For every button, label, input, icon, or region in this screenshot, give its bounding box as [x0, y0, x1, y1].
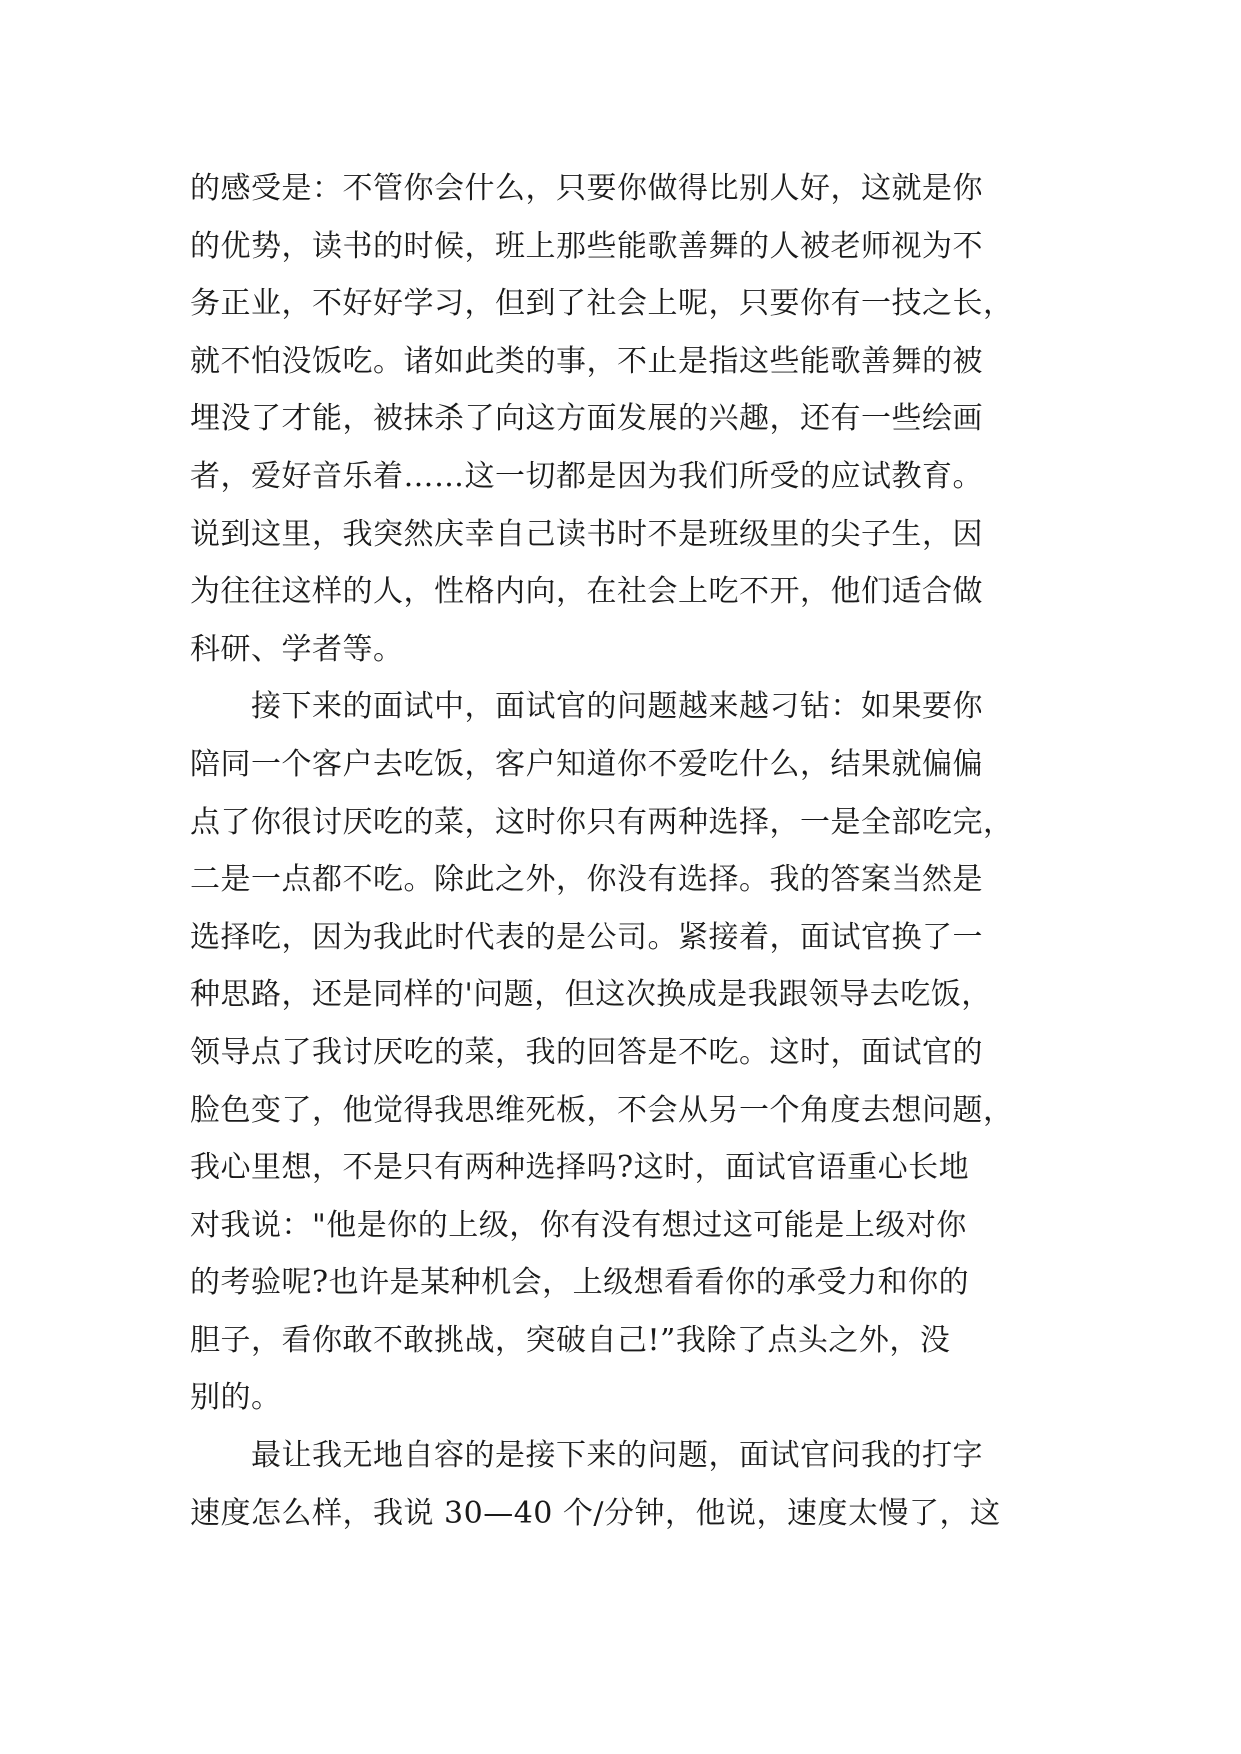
- text-line: 为往往这样的人，性格内向，在社会上吃不开，他们适合做: [190, 574, 983, 610]
- text-line: 我心里想，不是只有两种选择吗?这时，面试官语重心长地: [190, 1150, 970, 1186]
- text-line: 陪同一个客户去吃饭，客户知道你不爱吃什么，结果就偏偏: [190, 746, 983, 782]
- text-line: 最让我无地自容的是接下来的问题，面试官问我的打字: [190, 1438, 983, 1474]
- text-line: 点了你很讨厌吃的菜，这时你只有两种选择，一是全部吃完，: [190, 804, 1014, 840]
- text-line: 胆子，看你敢不敢挑战，突破自己!”我除了点头之外，没: [190, 1322, 951, 1358]
- text-line: 别的。: [190, 1380, 282, 1416]
- text-line: 速度怎么样，我说 30—40 个/分钟，他说，速度太慢了，这: [190, 1495, 1001, 1531]
- text-line: 者，爱好音乐着……这一切都是因为我们所受的应试教育。: [190, 458, 983, 494]
- text-line: 接下来的面试中，面试官的问题越来越刁钻：如果要你: [190, 689, 983, 725]
- text-line: 种思路，还是同样的'问题，但这次换成是我跟领导去吃饭，: [190, 977, 992, 1013]
- text-line: 务正业，不好好学习，但到了社会上呢，只要你有一技之长，: [190, 286, 1014, 322]
- text-line: 二是一点都不吃。除此之外，你没有选择。我的答案当然是: [190, 862, 983, 898]
- text-line: 的考验呢?也许是某种机会，上级想看看你的承受力和你的: [190, 1265, 970, 1301]
- text-line: 科研、学者等。: [190, 631, 404, 667]
- document-body: [190, 160, 1060, 1542]
- text-line: 脸色变了，他觉得我思维死板，不会从另一个角度去想问题，: [190, 1092, 1014, 1128]
- text-line: 领导点了我讨厌吃的菜，我的回答是不吃。这时，面试官的: [190, 1034, 983, 1070]
- text-line: 就不怕没饭吃。诸如此类的事，不止是指这些能歌善舞的被: [190, 343, 983, 379]
- text-line: 选择吃，因为我此时代表的是公司。紧接着，面试官换了一: [190, 919, 983, 955]
- text-line: 对我说："他是你的上级，你有没有想过这可能是上级对你: [190, 1207, 967, 1243]
- text-line: 埋没了才能，被抹杀了向这方面发展的兴趣，还有一些绘画: [190, 401, 983, 437]
- text-line: 的感受是：不管你会什么，只要你做得比别人好，这就是你: [190, 171, 983, 206]
- text-line: 的优势，读书的时候，班上那些能歌善舞的人被老师视为不: [190, 228, 983, 264]
- text-line: 说到这里，我突然庆幸自己读书时不是班级里的尖子生，因: [190, 516, 983, 552]
